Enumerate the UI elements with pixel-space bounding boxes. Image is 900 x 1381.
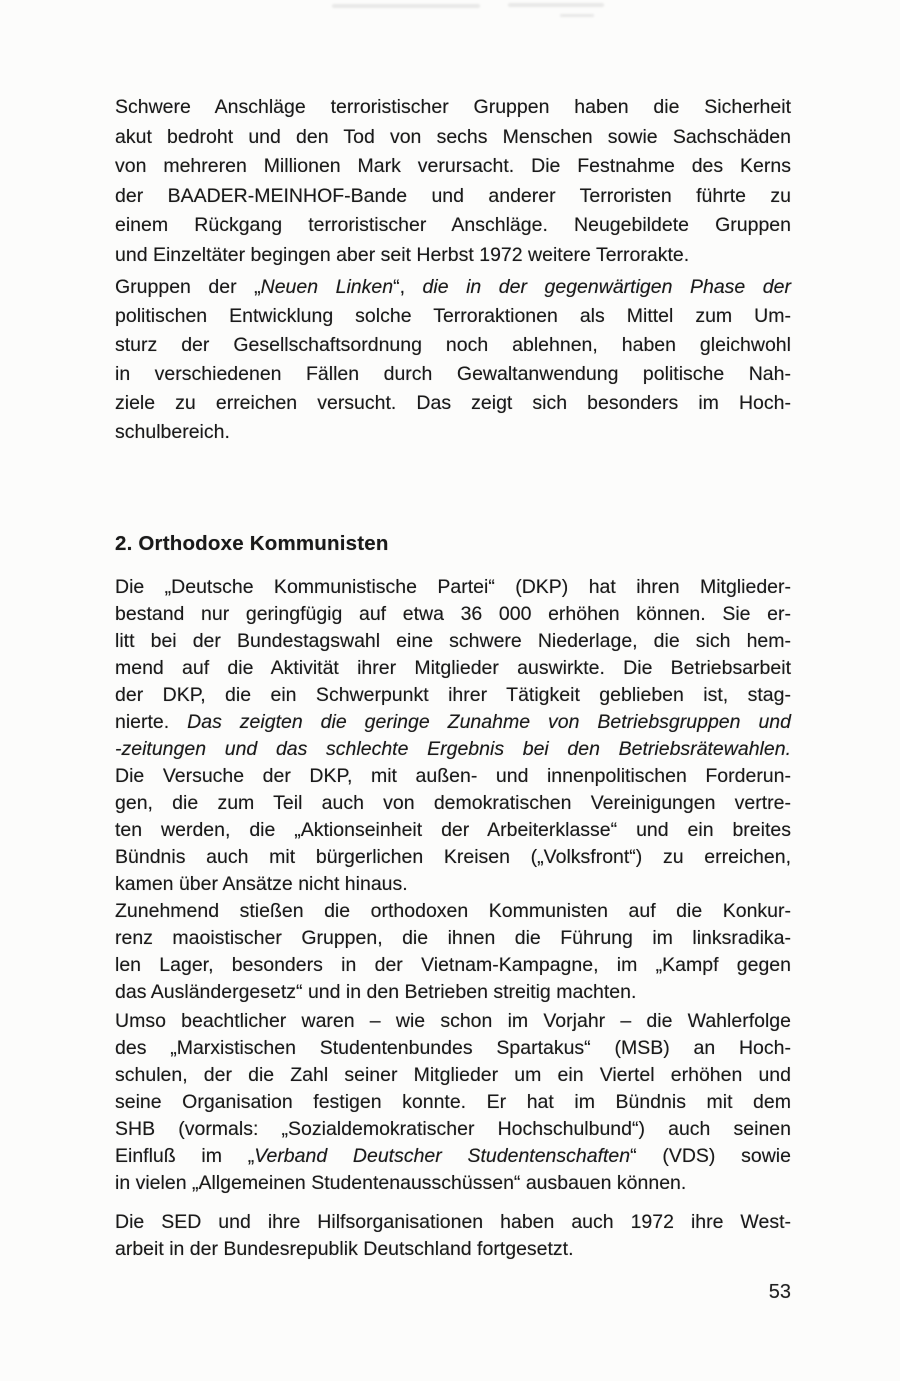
text-line: litt bei der Bundestagswahl eine schwere Niederlage, die sich hem- <box>115 630 791 652</box>
text-line: politischen Entwicklung solche Terroraktionen als Mittel zum Um- <box>115 305 791 327</box>
text-line: arbeit in der Bundesrepublik Deutschland fortgesetzt. <box>115 1238 574 1260</box>
text-line: der DKP, die ein Schwerpunkt ihrer Tätigkeit geblieben ist, stag- <box>115 684 791 706</box>
paragraph-terror-summary <box>115 93 791 270</box>
text-line: len Lager, besonders in der Vietnam-Kampagne, im „Kampf gegen <box>115 954 791 976</box>
text-line: nierte. Das zeigten die geringe Zunahme von Betriebsgruppen und <box>115 711 791 733</box>
page-number: 53 <box>768 1281 791 1303</box>
text-line: schulbereich. <box>115 421 230 443</box>
text-column <box>115 93 791 1263</box>
text-line: des „Marxistischen Studentenbundes Spartakus“ (MSB) an Hoch- <box>115 1037 791 1059</box>
text-line: Umso beachtlicher waren – wie schon im Vorjahr – die Wahlerfolge <box>115 1010 791 1032</box>
text-line: sturz der Gesellschaftsordnung noch ablehnen, haben gleichwohl <box>115 334 791 356</box>
paragraph-dkp <box>115 574 791 898</box>
text-line: Die Versuche der DKP, mit außen- und innenpolitischen Forderun- <box>115 765 791 787</box>
text-line: in vielen „Allgemeinen Studentenausschüssen“ ausbauen können. <box>115 1172 687 1194</box>
text-line: akut bedroht und den Tod von sechs Menschen sowie Sachschäden <box>115 125 791 148</box>
text-line: ziele zu erreichen versucht. Das zeigt sich besonders im Hoch- <box>115 392 791 414</box>
paragraph-konkurrenz <box>115 898 791 1006</box>
paragraph-sed <box>115 1209 791 1263</box>
text-line: renz maoistischer Gruppen, die ihnen die Führung im linksradika- <box>115 927 791 949</box>
text-line: bestand nur geringfügig auf etwa 36 000 erhöhen können. Sie er- <box>115 603 791 625</box>
text-line: einem Rückgang terroristischer Anschläge. Neugebildete Gruppen <box>115 214 791 236</box>
text-line: ten werden, die „Aktionseinheit der Arbeiterklasse“ und ein breites <box>115 819 791 841</box>
text-line: schulen, der die Zahl seiner Mitglieder um ein Viertel erhöhen und <box>115 1064 791 1086</box>
text-line: das Ausländergesetz“ und in den Betrieben streitig machten. <box>115 981 637 1003</box>
text-line: Die SED und ihre Hilfsorganisationen haben auch 1972 ihre West- <box>115 1211 791 1233</box>
text-line: SHB (vormals: „Sozialdemokratischer Hochschulbund“) auch seinen <box>115 1118 791 1140</box>
text-line: Einfluß im „Verband Deutscher Studentenschaften“ (VDS) sowie <box>115 1145 791 1167</box>
paragraph-neue-linke <box>115 273 791 447</box>
text-line: in verschiedenen Fällen durch Gewaltanwendung politische Nah- <box>115 363 791 385</box>
text-line: gen, die zum Teil auch von demokratischen Vereinigungen vertre- <box>115 792 791 814</box>
paragraph-wahlerfolge <box>115 1008 791 1197</box>
text-line: und Einzeltäter begingen aber seit Herbst 1972 weitere Terrorakte. <box>115 243 690 266</box>
text-line: der BAADER-MEINHOF-Bande und anderer Terroristen führte zu <box>115 184 791 207</box>
text-line: Gruppen der „Neuen Linken“, die in der gegenwärtigen Phase der <box>115 276 791 298</box>
text-line: mend auf die Aktivität ihrer Mitglieder auswirkte. Die Betriebsarbeit <box>115 657 791 679</box>
text-line: Schwere Anschläge terroristischer Gruppen haben die Sicherheit <box>115 96 791 118</box>
text-line: seine Organisation festigen konnte. Er hat im Bündnis mit dem <box>115 1091 791 1113</box>
text-line: Bündnis auch mit bürgerlichen Kreisen („Volksfront“) zu erreichen, <box>115 846 791 868</box>
text-line: kamen über Ansätze nicht hinaus. <box>115 873 408 895</box>
text-line: von mehreren Millionen Mark verursacht. Die Festnahme des Kerns <box>115 155 791 177</box>
scan-artifact <box>508 3 604 7</box>
scan-artifact <box>560 14 594 17</box>
text-line: Zunehmend stießen die orthodoxen Kommunisten auf die Konkur- <box>115 900 791 922</box>
section-heading: 2. Orthodoxe Kommunisten <box>115 532 389 555</box>
text-line: -zeitungen und das schlechte Ergebnis bei den Betriebsrätewahlen. <box>115 738 791 760</box>
scan-artifact <box>332 4 480 8</box>
text-line: Die „Deutsche Kommunistische Partei“ (DKP) hat ihren Mitglieder- <box>115 576 791 598</box>
